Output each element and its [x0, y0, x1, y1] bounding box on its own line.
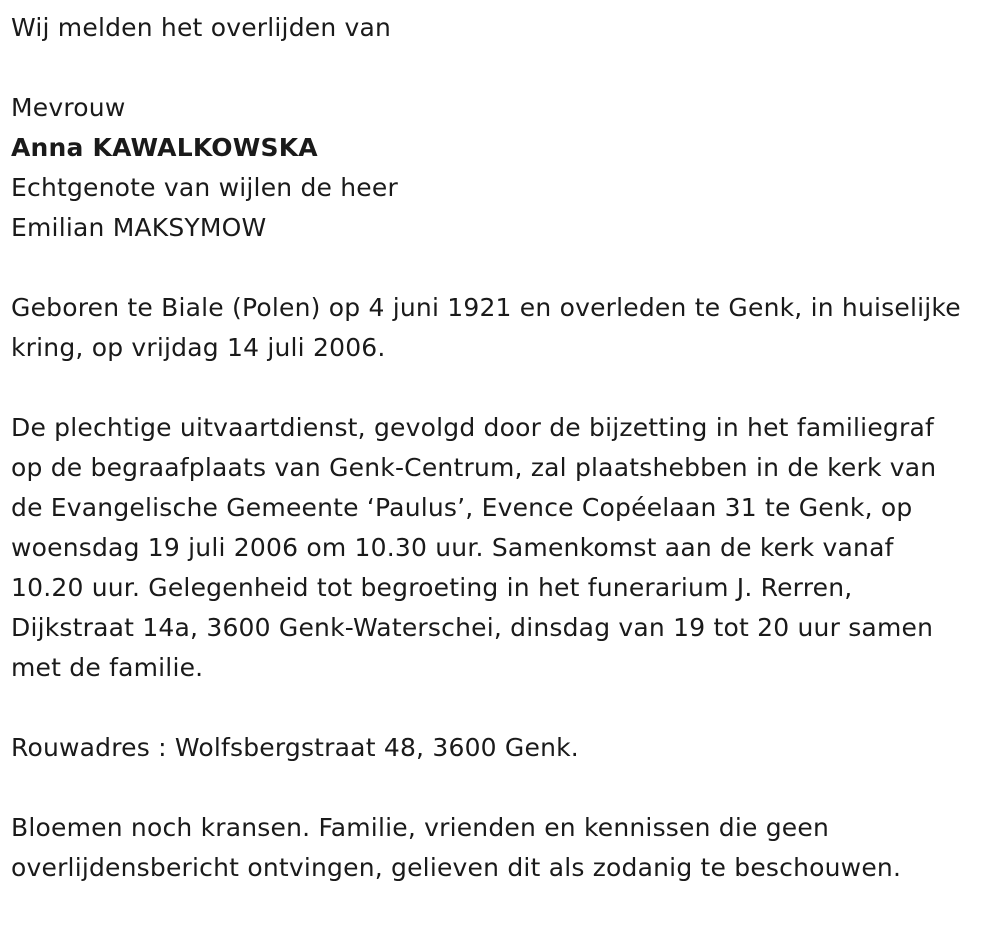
obituary-notice	[11, 8, 995, 888]
service-line: De plechtige uitvaartdienst, gevolgd door de bijzetting in het familiegraf	[11, 413, 934, 442]
spacer	[11, 368, 995, 408]
closing-paragraph	[11, 808, 995, 888]
service-line: 10.20 uur. Gelegenheid tot begroeting in het funerarium J. Rerren,	[11, 573, 853, 602]
closing-line: Bloemen noch kransen. Familie, vrienden en kennissen die geen	[11, 813, 830, 842]
mourning-address: Rouwadres : Wolfsbergstraat 48, 3600 Genk.	[11, 733, 579, 762]
deceased-name: Anna KAWALKOWSKA	[11, 133, 318, 162]
birth-death-paragraph	[11, 288, 995, 368]
service-line: woensdag 19 juli 2006 om 10.30 uur. Samenkomst aan de kerk vanaf	[11, 533, 894, 562]
spacer	[11, 248, 995, 288]
service-line: de Evangelische Gemeente ‘Paulus’, Evence Copéelaan 31 te Genk, op	[11, 493, 913, 522]
intro-text: Wij melden het overlijden van	[11, 13, 392, 42]
birth-death-line: Geboren te Biale (Polen) op 4 juni 1921 en overleden te Genk, in huiselijke	[11, 293, 961, 322]
spacer	[11, 768, 995, 808]
relation-text: Echtgenote van wijlen de heer	[11, 173, 398, 202]
spouse-name: Emilian MAKSYMOW	[11, 213, 267, 242]
salutation: Mevrouw	[11, 93, 126, 122]
service-paragraph	[11, 408, 995, 688]
service-line: Dijkstraat 14a, 3600 Genk-Waterschei, dinsdag van 19 tot 20 uur samen	[11, 613, 934, 642]
spacer	[11, 688, 995, 728]
spacer	[11, 48, 995, 88]
service-line: op de begraafplaats van Genk-Centrum, zal plaatshebben in de kerk van	[11, 453, 937, 482]
closing-line: overlijdensbericht ontvingen, gelieven dit als zodanig te beschouwen.	[11, 853, 902, 882]
service-line: met de familie.	[11, 653, 204, 682]
birth-death-line: kring, op vrijdag 14 juli 2006.	[11, 333, 386, 362]
